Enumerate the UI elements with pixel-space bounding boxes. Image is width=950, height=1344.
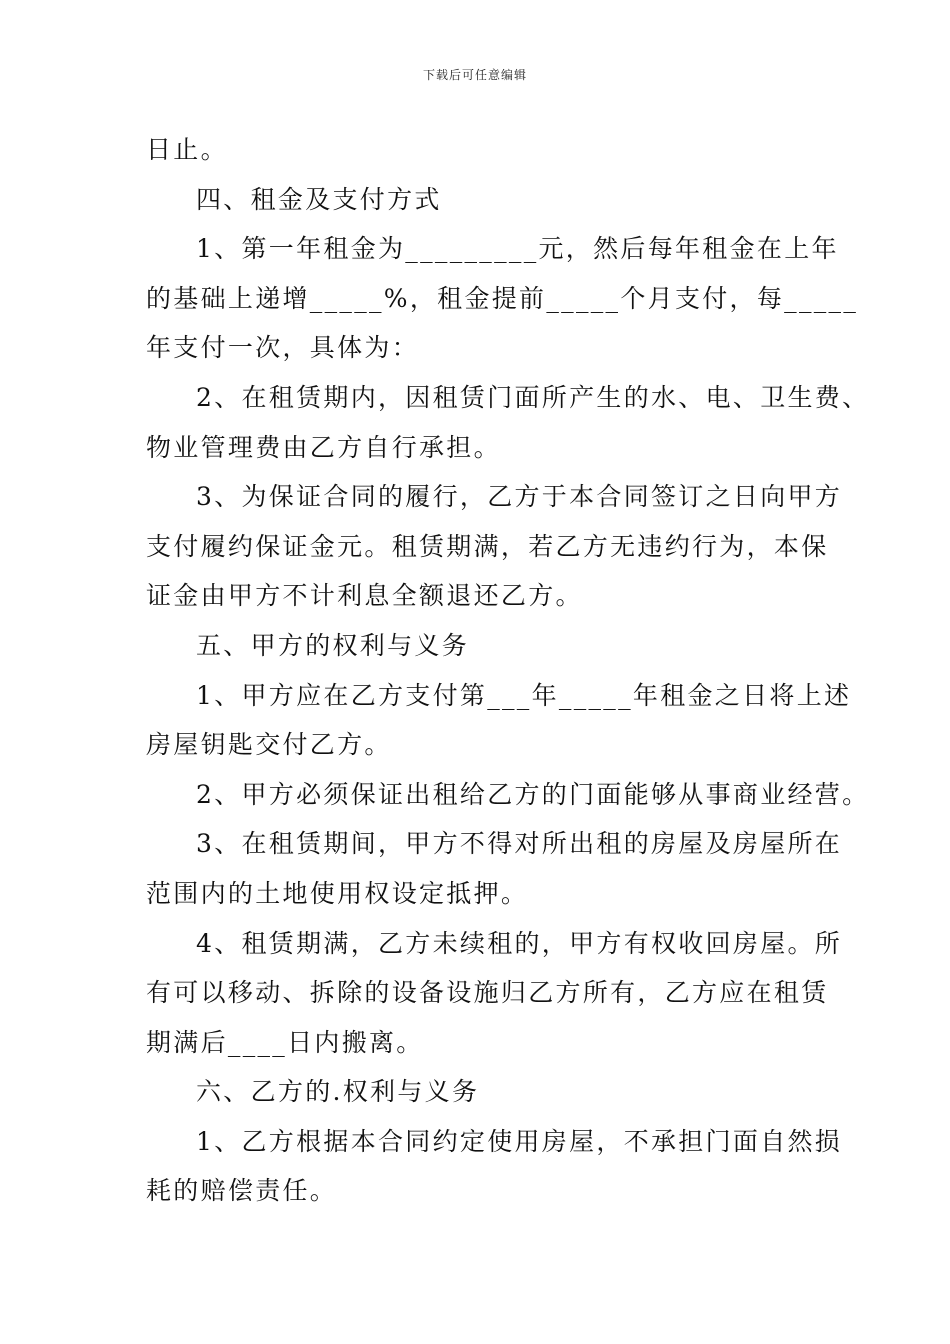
text-line: 耗的赔偿责任。 xyxy=(146,1176,338,1206)
text-line: 3、在租赁期间，甲方不得对所出租的房屋及房屋所在 xyxy=(196,829,843,859)
text-line: 有可以移动、拆除的设备设施归乙方所有，乙方应在租赁 xyxy=(146,978,829,1008)
text-line: 年支付一次，具体为： xyxy=(146,333,420,363)
text-line: 期满后____日内搬离。 xyxy=(146,1027,424,1057)
text-line: 日止。 xyxy=(146,135,228,164)
text-line: 2、在租赁期内，因租赁门面所产生的水、电、卫生费、 xyxy=(196,382,870,412)
text-line: 4、租赁期满，乙方未续租的，甲方有权收回房屋。所 xyxy=(196,928,843,958)
text-line: 3、为保证合同的履行，乙方于本合同签订之日向甲方 xyxy=(196,482,843,512)
text-line: 的基础上递增_____%，租金提前_____个月支付，每_____ xyxy=(146,283,859,313)
text-line: 1、乙方根据本合同约定使用房屋，不承担门面自然损 xyxy=(196,1126,843,1156)
text-line: 四、租金及支付方式 xyxy=(196,184,442,214)
text-line: 物业管理费由乙方自行承担。 xyxy=(146,432,501,462)
text-line: 1、第一年租金为_________元，然后每年租金在上年 xyxy=(196,234,839,264)
text-line: 房屋钥匙交付乙方。 xyxy=(146,730,392,760)
text-line: 五、甲方的权利与义务 xyxy=(196,630,470,660)
text-line: 六、乙方的.权利与义务 xyxy=(196,1077,480,1107)
text-line: 1、甲方应在乙方支付第___年_____年租金之日将上述 xyxy=(196,680,852,710)
document-body xyxy=(146,125,870,1216)
text-line: 2、甲方必须保证出租给乙方的门面能够从事商业经营。 xyxy=(196,779,870,809)
text-line: 支付履约保证金元。租赁期满，若乙方无违约行为，本保 xyxy=(146,531,829,561)
text-line: 范围内的土地使用权设定抵押。 xyxy=(146,878,529,908)
text-line: 证金由甲方不计利息全额退还乙方。 xyxy=(146,581,583,611)
page-header-note: 下载后可任意编辑 xyxy=(422,68,527,82)
